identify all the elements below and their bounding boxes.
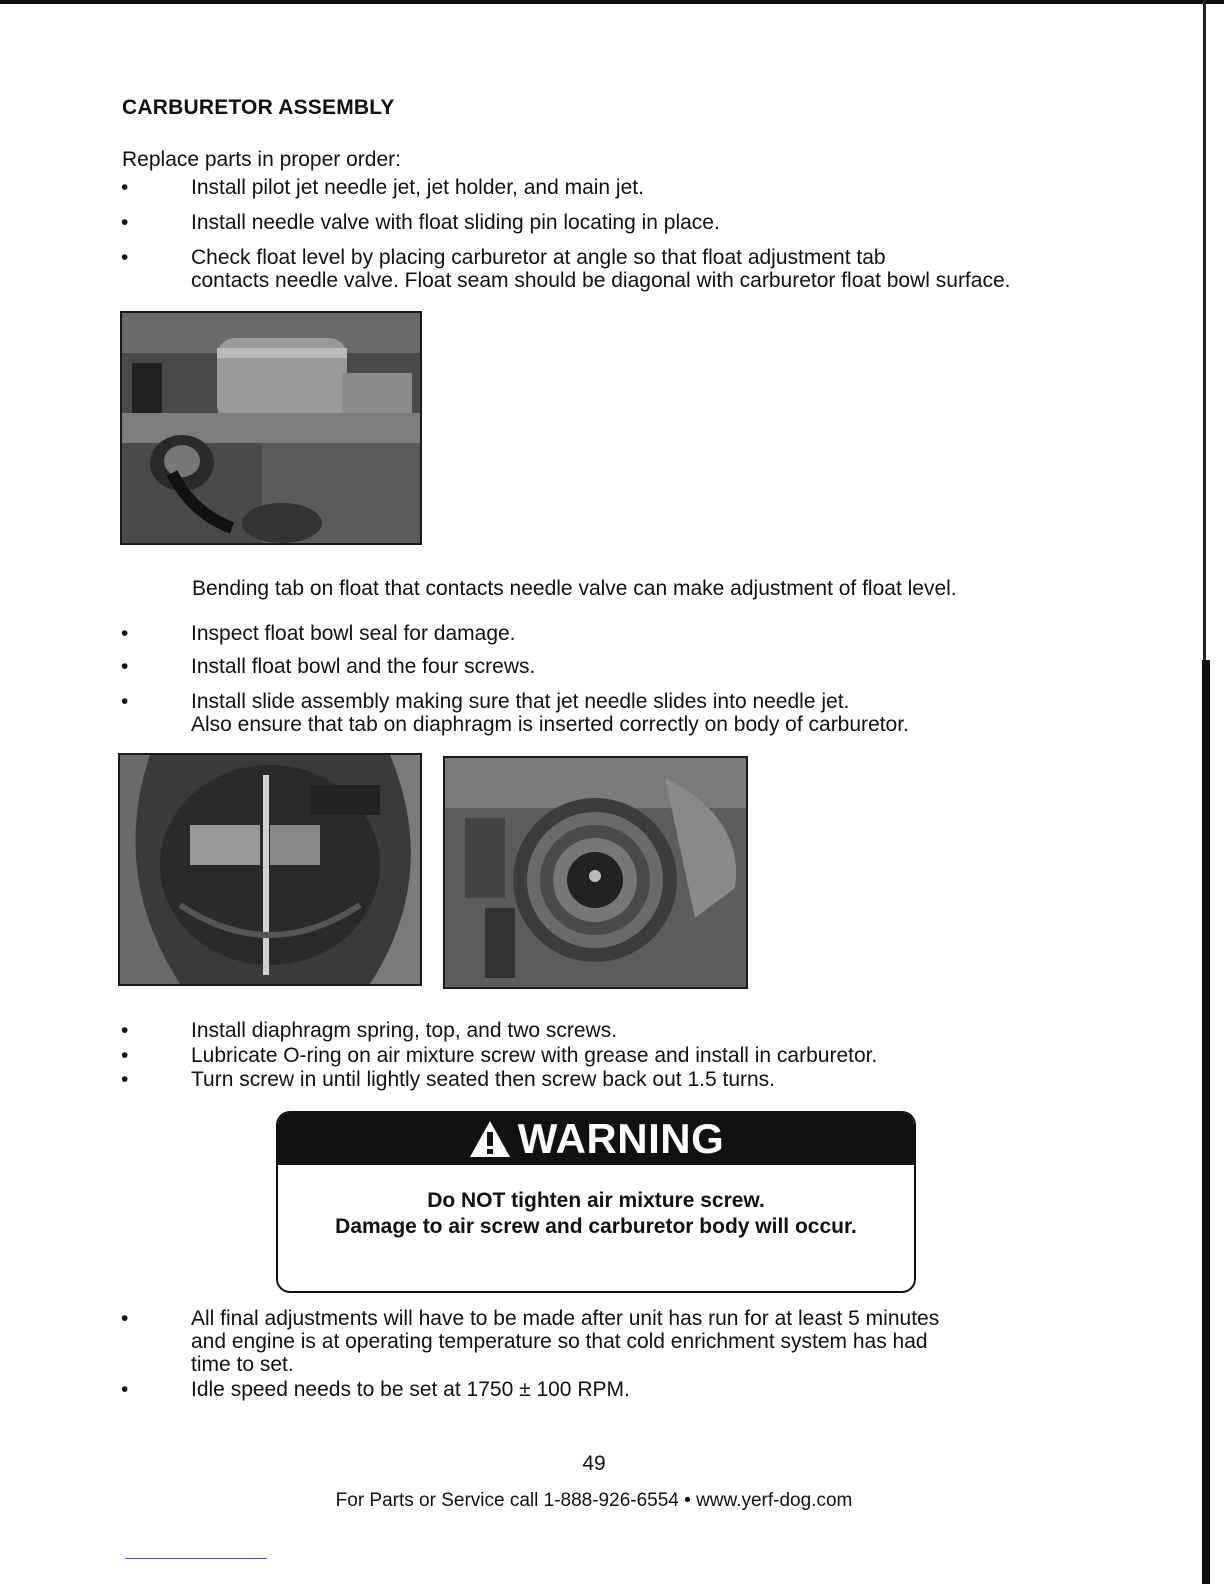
step-text: contacts needle valve. Float seam should be diagonal with carburetor float bowl surface. — [191, 269, 1011, 292]
step-text: time to set. — [191, 1353, 294, 1376]
intro-text: Replace parts in proper order: — [122, 148, 401, 171]
section-title: CARBURETOR ASSEMBLY — [122, 96, 395, 119]
step-text: Idle speed needs to be set at 1750 ± 100 RPM. — [191, 1378, 630, 1401]
footer-contact: For Parts or Service call 1-888-926-6554 • www.yerf-dog.com — [335, 1490, 853, 1511]
float-caption: Bending tab on float that contacts needle valve can make adjustment of float level. — [192, 577, 957, 600]
step-text: Install diaphragm spring, top, and two screws. — [191, 1019, 618, 1042]
float-photo — [120, 311, 422, 545]
bullet-icon: • — [121, 1019, 129, 1042]
step-text: Check float level by placing carburetor at angle so that float adjustment tab — [191, 246, 886, 269]
warning-heading: WARNING — [517, 1115, 725, 1162]
step-text: Inspect float bowl seal for damage. — [191, 622, 516, 645]
step-text: Also ensure that tab on diaphragm is inserted correctly on body of carburetor. — [191, 713, 909, 736]
bullet-icon: • — [121, 655, 129, 678]
warning-line-2: Damage to air screw and carburetor body will occur. — [335, 1215, 857, 1238]
step-text: Install pilot jet needle jet, jet holder, and main jet. — [191, 176, 644, 199]
step-text: Lubricate O-ring on air mixture screw with grease and install in carburetor. — [191, 1044, 878, 1067]
bullet-icon: • — [121, 1307, 129, 1330]
page-number: 49 — [582, 1452, 606, 1475]
warning-body — [278, 1165, 914, 1240]
bullet-icon: • — [121, 211, 129, 234]
slide-photo — [118, 753, 422, 986]
step-text: Install float bowl and the four screws. — [191, 655, 536, 678]
bullet-icon: • — [121, 176, 129, 199]
step-text: Install slide assembly making sure that jet needle slides into needle jet. — [191, 690, 850, 713]
warning-header — [278, 1113, 914, 1165]
warning-box — [276, 1111, 916, 1293]
step-text: All final adjustments will have to be made after unit has run for at least 5 minutes — [191, 1307, 940, 1330]
scan-edge-right-shadow — [1202, 660, 1210, 1584]
bullet-icon: • — [121, 1378, 129, 1401]
bullet-icon: • — [121, 622, 129, 645]
step-text: and engine is at operating temperature so that cold enrichment system has had — [191, 1330, 928, 1353]
warning-line-1: Do NOT tighten air mixture screw. — [427, 1189, 765, 1212]
scan-artifact-line — [125, 1558, 267, 1559]
scan-edge-top — [0, 0, 1224, 4]
bullet-icon: • — [121, 690, 129, 713]
warning-triangle-icon — [468, 1119, 512, 1159]
bullet-icon: • — [121, 246, 129, 269]
bullet-icon: • — [121, 1044, 129, 1067]
step-text: Turn screw in until lightly seated then screw back out 1.5 turns. — [191, 1068, 776, 1091]
step-text: Install needle valve with float sliding pin locating in place. — [191, 211, 720, 234]
bullet-icon: • — [121, 1068, 129, 1091]
bore-photo — [443, 756, 748, 989]
